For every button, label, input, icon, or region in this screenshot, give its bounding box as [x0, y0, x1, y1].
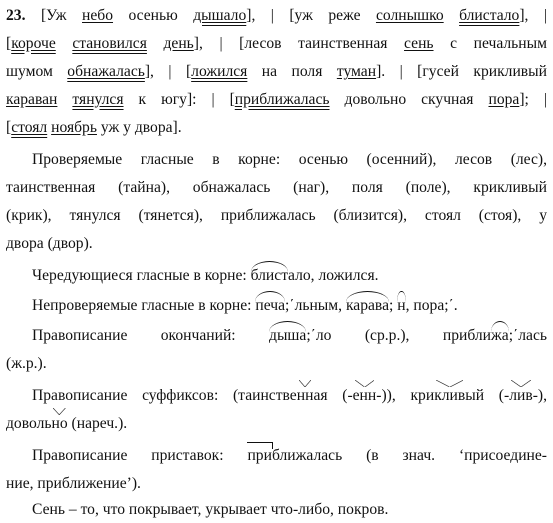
prefixes-line-1: Правописание приставок: приближалась (в знач. ‘присоедине-	[32, 447, 548, 464]
suffix-roof-mark: енн	[352, 387, 377, 404]
prefixes-line-2: ние, приближение’).	[6, 475, 141, 492]
endings-line-2: (ж.р.).	[6, 355, 47, 372]
root-arc-mark: карава	[345, 297, 390, 314]
checked-vowels-line-3: (крик), тянулся (тянется), приближалась (близится), стоял (стоя), у	[6, 207, 547, 224]
root-arc-mark: блист	[250, 267, 289, 284]
exercise-line-3: шумом обнажалась], | [ложился на поля туман]. | [гусей крикливый	[6, 63, 547, 80]
suffixes-line-1: Правописание суффиксов: (таинственная (-енн-)), крикливый (-лив-),	[32, 387, 547, 404]
exercise-number: 23.	[6, 7, 26, 24]
suffix-roof-mark: нн	[296, 387, 314, 404]
exercise-line-1: 23. [Уж небо осенью дышало], | [уж реже солнышко блистало], |	[6, 7, 547, 24]
checked-vowels-line-4: двора (двор).	[6, 235, 93, 252]
checked-vowels-line-2: таинственная (тайна), обнажалась (наг), поля (поле), крикливый	[6, 179, 547, 196]
suffix-roof-mark: клив	[434, 387, 466, 404]
prefix-mark: при	[247, 447, 272, 464]
suffix-roof-mark: но	[51, 415, 68, 432]
definition-line: Сень – то, что покрывает, укрывает что-либо, покров.	[32, 501, 389, 518]
root-arc-mark: печа	[255, 297, 286, 314]
exercise-line-5: [стоял ноябрь уж у двора].	[6, 119, 182, 136]
root-arc-mark: дыша	[269, 327, 307, 344]
suffixes-line-2: довольно (нареч.).	[6, 415, 128, 432]
root-arc-mark: жа	[491, 327, 509, 344]
alternating-vowels-line: Чередующиеся гласные в корне: блистало, ложился.	[32, 267, 379, 284]
suffix-roof-mark: лив	[509, 387, 533, 404]
endings-line-1: Правописание окончаний: дыша;΄ло (ср.р.), приближа;΄лась	[32, 327, 547, 344]
root-arc-mark: н	[397, 297, 406, 314]
exercise-line-2: [короче становился день], | [лесов таинственная сень с печальным	[6, 35, 547, 52]
checked-vowels-line-1: Проверяемые гласные в корне: осенью (осенний), лесов (лес),	[32, 151, 547, 168]
exercise-line-4: караван тянулся к югу]: | [приближалась довольно скучная пора]; |	[6, 91, 548, 108]
unchecked-vowels-line: Непроверяемые гласные в корне: печа;΄льным, карава; н, пора;΄.	[32, 297, 458, 314]
